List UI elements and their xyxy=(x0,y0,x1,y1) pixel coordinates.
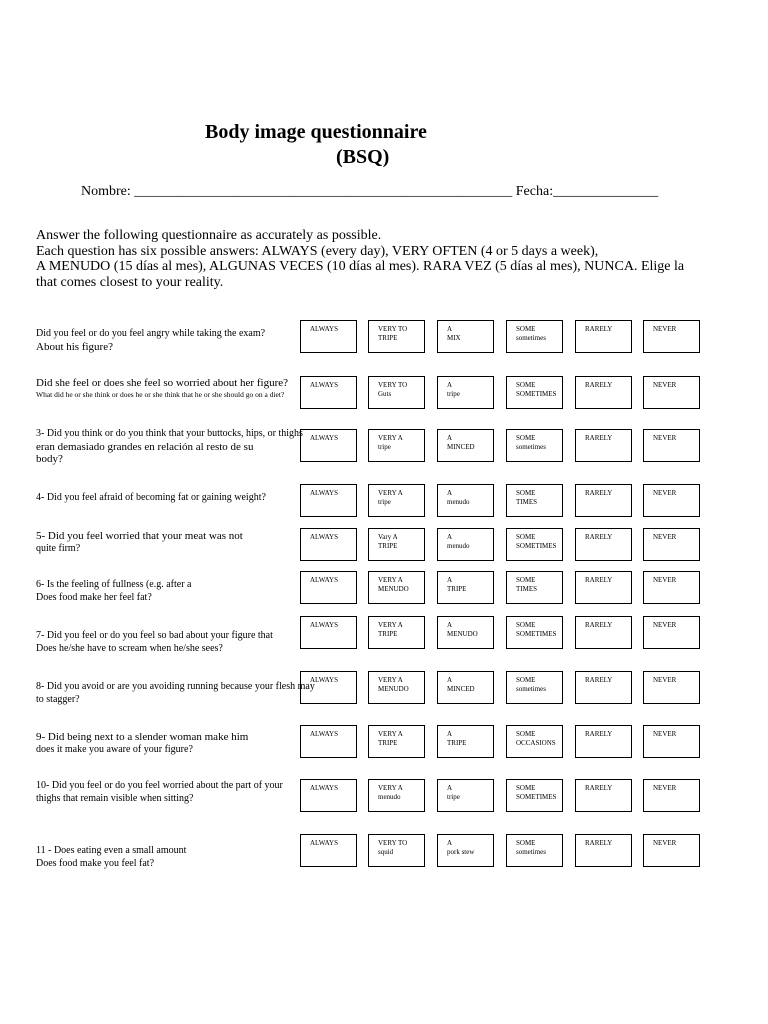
answer-label: SOME xyxy=(516,489,536,497)
answer-box[interactable] xyxy=(437,528,494,561)
answer-label: NEVER xyxy=(653,434,677,442)
question-text-line: body? xyxy=(36,453,63,465)
instructions-line: A MENUDO (15 días al mes), ALGUNAS VECES (10 días al mes). RARA VEZ (5 días al mes), NUNCA. Elige la xyxy=(36,259,685,274)
answer-label: NEVER xyxy=(653,676,677,684)
answer-label: Vary A xyxy=(378,533,398,541)
answer-label: SOMETIMES xyxy=(516,629,557,638)
answer-box[interactable] xyxy=(575,320,632,353)
question-text xyxy=(36,492,306,505)
answer-label: sometimes xyxy=(516,333,546,342)
answer-box[interactable] xyxy=(300,779,357,812)
answer-box[interactable] xyxy=(643,376,700,409)
answer-label: squid xyxy=(378,847,394,856)
answer-box[interactable] xyxy=(368,484,425,517)
answer-box[interactable] xyxy=(643,616,700,649)
question-text-line: Does food make her feel fat? xyxy=(36,591,152,603)
answer-label: VERY TO xyxy=(378,381,408,389)
question-text-line: Does food make you feel fat? xyxy=(36,857,155,869)
answer-label: SOME xyxy=(516,381,536,389)
answer-label: NEVER xyxy=(653,325,677,333)
answer-label: ALWAYS xyxy=(310,576,339,584)
answer-box[interactable] xyxy=(368,528,425,561)
question-text-line: 5- Did you feel worried that your meat was not xyxy=(36,530,243,542)
answer-label: ALWAYS xyxy=(310,533,339,541)
answer-label: NEVER xyxy=(653,784,677,792)
answer-box[interactable] xyxy=(437,484,494,517)
answer-box[interactable] xyxy=(575,725,632,758)
question-text-line: 6- Is the feeling of fullness (e.g. after a xyxy=(36,579,192,590)
answer-label: tripe xyxy=(378,442,391,451)
instructions-line: Each question has six possible answers: ALWAYS (every day), VERY OFTEN (4 or 5 days a week), xyxy=(36,243,599,259)
answer-label: TRIPE xyxy=(447,584,467,593)
answer-box[interactable] xyxy=(575,429,632,462)
answer-label: VERY A xyxy=(378,730,403,738)
answer-label: RARELY xyxy=(585,784,613,792)
answer-label: RARELY xyxy=(585,489,613,497)
answer-box[interactable] xyxy=(368,376,425,409)
answer-label: SOMETIMES xyxy=(516,792,557,801)
question-text-line: 7- Did you feel or do you feel so bad about your figure that xyxy=(36,630,273,641)
answer-label: SOME xyxy=(516,730,536,738)
question-text-line: Did she feel or does she feel so worried about her figure? xyxy=(36,377,288,389)
answer-label: ALWAYS xyxy=(310,325,339,333)
answer-label: TRIPE xyxy=(378,541,398,550)
answer-label: sometimes xyxy=(516,847,546,856)
answer-label: RARELY xyxy=(585,325,613,333)
answer-label: ALWAYS xyxy=(310,434,339,442)
answer-box[interactable] xyxy=(300,671,357,704)
answer-box[interactable] xyxy=(300,528,357,561)
question-text-line: Did you feel or do you feel angry while taking the exam? xyxy=(36,328,266,339)
answer-label: RARELY xyxy=(585,381,613,389)
answer-box[interactable] xyxy=(368,834,425,867)
question-text-line: thighs that remain visible when sitting? xyxy=(36,792,194,804)
question-text xyxy=(36,681,315,706)
answer-box[interactable] xyxy=(368,725,425,758)
answer-label: MINCED xyxy=(447,684,475,693)
instructions xyxy=(36,228,716,290)
answer-label: VERY A xyxy=(378,434,403,442)
answer-label: A xyxy=(447,576,453,584)
answer-label: A xyxy=(447,730,453,738)
answer-label: TRIPE xyxy=(378,738,398,747)
answer-box[interactable] xyxy=(506,376,563,409)
answer-box[interactable] xyxy=(300,429,357,462)
answer-label: TIMES xyxy=(516,584,537,593)
answer-label: VERY TO xyxy=(378,839,408,847)
question-text-line: Does he/she have to scream when he/she sees? xyxy=(36,642,223,654)
answer-label: NEVER xyxy=(653,576,677,584)
answer-label: tripe xyxy=(447,389,460,398)
question-text xyxy=(36,579,306,604)
question-text xyxy=(36,328,306,353)
answer-label: ALWAYS xyxy=(310,621,339,629)
answer-label: ALWAYS xyxy=(310,676,339,684)
answer-label: SOME xyxy=(516,839,536,847)
answer-box[interactable] xyxy=(575,571,632,604)
answer-box[interactable] xyxy=(506,320,563,353)
answer-box[interactable] xyxy=(437,779,494,812)
answer-label: tripe xyxy=(447,792,460,801)
answer-label: VERY A xyxy=(378,784,403,792)
question-text-line: 9- Did being next to a slender woman make him xyxy=(36,731,249,743)
answer-label: RARELY xyxy=(585,434,613,442)
answer-label: SOME xyxy=(516,325,536,333)
answer-label: SOME xyxy=(516,784,536,792)
question-text xyxy=(36,630,306,655)
answer-label: MENUDO xyxy=(378,584,409,593)
answer-label: menudo xyxy=(378,792,401,801)
answer-label: NEVER xyxy=(653,730,677,738)
instructions-line: Answer the following questionnaire as accurately as possible. xyxy=(36,228,382,243)
question-text-line: eran demasiado grandes en relación al resto de su xyxy=(36,440,254,453)
answer-label: SOMETIMES xyxy=(516,389,557,398)
answer-box[interactable] xyxy=(643,528,700,561)
answer-label: A xyxy=(447,434,453,442)
answer-label: SOME xyxy=(516,621,536,629)
answer-label: RARELY xyxy=(585,621,613,629)
answer-label: pork stew xyxy=(447,847,475,856)
answer-label: Guts xyxy=(378,389,392,398)
answer-label: ALWAYS xyxy=(310,784,339,792)
answer-label: VERY A xyxy=(378,621,403,629)
answer-label: SOME xyxy=(516,533,536,541)
question-text xyxy=(36,731,306,756)
answer-label: VERY A xyxy=(378,576,403,584)
instructions-line: that comes closest to your reality. xyxy=(36,274,224,290)
answer-label: VERY TO xyxy=(378,325,408,333)
question-text-line: 11 - Does eating even a small amount xyxy=(36,845,187,856)
answer-label: A xyxy=(447,325,453,333)
question-text xyxy=(36,530,306,555)
answer-label: A xyxy=(447,839,453,847)
answer-box[interactable] xyxy=(300,484,357,517)
question-text xyxy=(36,780,306,805)
question-text-line: 4- Did you feel afraid of becoming fat or gaining weight? xyxy=(36,492,266,503)
answer-label: TRIPE xyxy=(447,738,467,747)
answer-box[interactable] xyxy=(643,834,700,867)
answer-box[interactable] xyxy=(506,429,563,462)
answer-label: A xyxy=(447,676,453,684)
answer-box[interactable] xyxy=(368,571,425,604)
answer-label: OCCASIONS xyxy=(516,738,556,747)
answer-label: ALWAYS xyxy=(310,839,339,847)
answer-box[interactable] xyxy=(643,671,700,704)
question-text-line: About his figure? xyxy=(36,340,113,353)
answer-box[interactable] xyxy=(506,725,563,758)
answer-label: MENUDO xyxy=(447,629,478,638)
answer-box[interactable] xyxy=(575,484,632,517)
answer-label: NEVER xyxy=(653,489,677,497)
question-text-line: to stagger? xyxy=(36,693,80,705)
answer-box[interactable] xyxy=(300,834,357,867)
answer-box[interactable] xyxy=(368,616,425,649)
answer-label: ALWAYS xyxy=(310,730,339,738)
answer-label: RARELY xyxy=(585,533,613,541)
question-text-line: 3- Did you think or do you think that your buttocks, hips, or thighs xyxy=(36,428,303,439)
answer-box[interactable] xyxy=(575,616,632,649)
question-text-line: What did he or she think or does he or she think that he or she should go on a diet? xyxy=(36,389,285,399)
answer-box[interactable] xyxy=(506,834,563,867)
answer-box[interactable] xyxy=(643,571,700,604)
question-text-line: quite firm? xyxy=(36,542,81,554)
answer-box[interactable] xyxy=(300,376,357,409)
answer-box[interactable] xyxy=(643,320,700,353)
answer-box[interactable] xyxy=(368,429,425,462)
answer-label: RARELY xyxy=(585,576,613,584)
answer-label: RARELY xyxy=(585,839,613,847)
answer-label: SOMETIMES xyxy=(516,541,557,550)
answer-box[interactable] xyxy=(368,320,425,353)
answer-label: NEVER xyxy=(653,381,677,389)
name-date-line: Nombre: ______________________________________________________ Fecha:_______________ xyxy=(81,184,659,199)
answer-label: A xyxy=(447,489,453,497)
answer-label: sometimes xyxy=(516,442,546,451)
question-text-line: does it make you aware of your figure? xyxy=(36,743,193,755)
answer-label: MINCED xyxy=(447,442,475,451)
answer-box[interactable] xyxy=(437,671,494,704)
answer-label: TRIPE xyxy=(378,333,398,342)
answer-box[interactable] xyxy=(643,484,700,517)
answer-label: ALWAYS xyxy=(310,381,339,389)
answer-box[interactable] xyxy=(368,671,425,704)
answer-box[interactable] xyxy=(506,616,563,649)
answer-box[interactable] xyxy=(368,779,425,812)
answer-box[interactable] xyxy=(300,616,357,649)
answer-label: A xyxy=(447,784,453,792)
question-text xyxy=(36,428,306,466)
answer-box[interactable] xyxy=(506,779,563,812)
answer-box[interactable] xyxy=(300,725,357,758)
answer-label: MENUDO xyxy=(378,684,409,693)
answer-label: NEVER xyxy=(653,839,677,847)
answer-box[interactable] xyxy=(643,725,700,758)
answer-label: NEVER xyxy=(653,621,677,629)
answer-box[interactable] xyxy=(643,779,700,812)
answer-label: menudo xyxy=(447,541,470,550)
answer-label: sometimes xyxy=(516,684,546,693)
answer-label: VERY A xyxy=(378,676,403,684)
answer-box[interactable] xyxy=(506,671,563,704)
answer-box[interactable] xyxy=(506,484,563,517)
answer-label: A xyxy=(447,381,453,389)
answer-box[interactable] xyxy=(437,725,494,758)
answer-label: VERY A xyxy=(378,489,403,497)
answer-box[interactable] xyxy=(437,571,494,604)
answer-label: TIMES xyxy=(516,497,537,506)
answer-label: menudo xyxy=(447,497,470,506)
answer-box[interactable] xyxy=(437,616,494,649)
answer-box[interactable] xyxy=(437,376,494,409)
answer-label: TRIPE xyxy=(378,629,398,638)
title-line-2: (BSQ) xyxy=(336,146,390,168)
answer-box[interactable] xyxy=(506,571,563,604)
answer-label: SOME xyxy=(516,434,536,442)
answer-label: NEVER xyxy=(653,533,677,541)
answer-box[interactable] xyxy=(575,671,632,704)
answer-label: SOME xyxy=(516,676,536,684)
answer-box[interactable] xyxy=(643,429,700,462)
answer-box[interactable] xyxy=(437,320,494,353)
question-text-line: 8- Did you avoid or are you avoiding running because your flesh may xyxy=(36,681,315,692)
question-text xyxy=(36,377,306,400)
answer-box[interactable] xyxy=(506,528,563,561)
answer-label: SOME xyxy=(516,576,536,584)
answer-box[interactable] xyxy=(437,834,494,867)
answer-label: RARELY xyxy=(585,676,613,684)
answer-box[interactable] xyxy=(575,528,632,561)
answer-box[interactable] xyxy=(437,429,494,462)
answer-label: tripe xyxy=(378,497,391,506)
title-line-1: Body image questionnaire xyxy=(205,121,427,143)
answer-label: RARELY xyxy=(585,730,613,738)
answer-box[interactable] xyxy=(575,834,632,867)
answer-label: A xyxy=(447,533,453,541)
question-text xyxy=(36,845,306,870)
answer-label: ALWAYS xyxy=(310,489,339,497)
answer-label: MIX xyxy=(447,333,461,342)
answer-box[interactable] xyxy=(575,376,632,409)
answer-box[interactable] xyxy=(575,779,632,812)
answer-box[interactable] xyxy=(300,571,357,604)
question-text-line: 10- Did you feel or do you feel worried about the part of your xyxy=(36,780,283,791)
answer-box[interactable] xyxy=(300,320,357,353)
answer-label: A xyxy=(447,621,453,629)
